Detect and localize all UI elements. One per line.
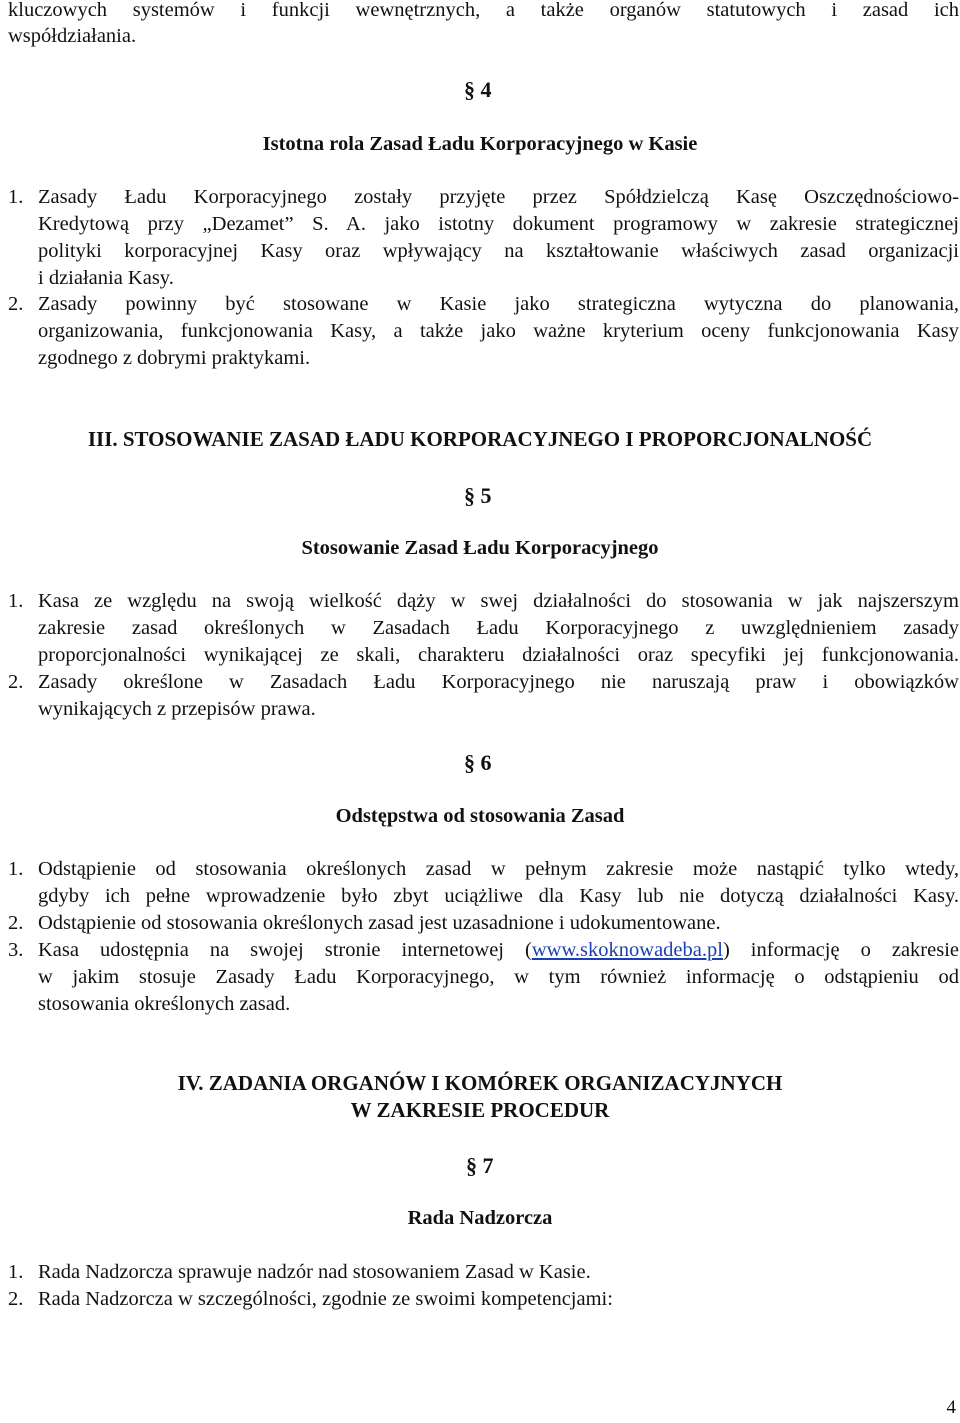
s4-item-1-line-2: Kredytową przy „Dezamet” S. A. jako istotny dokument programowy w zakresie strategicznej: [38, 213, 959, 235]
s6-item-3-line-1: [38, 937, 959, 964]
section-4-title: Istotna rola Zasad Ładu Korporacyjnego w Kasie: [262, 133, 698, 155]
s5-item-2-line-2: wynikających z przepisów prawa.: [38, 698, 316, 720]
s4-item-2-number: 2.: [8, 293, 24, 315]
s4-item-1-number: 1.: [8, 186, 24, 208]
s4-item-2-line-2: organizowania, funkcjonowania Kasy, a także jako ważne kryterium oceny funkcjonowania Kasy: [38, 320, 959, 342]
section-6-title: Odstępstwa od stosowania Zasad: [335, 805, 625, 827]
s5-item-1-number: 1.: [8, 590, 24, 612]
s5-item-1-line-3: proporcjonalności wynikającej ze skali, charakteru działalności oraz specyfiki jej funkcjonowania.: [38, 644, 959, 666]
s7-item-1-number: 1.: [8, 1261, 24, 1283]
s6-item-2-line-1: Odstąpienie od stosowania określonych zasad jest uzasadnione i udokumentowane.: [38, 912, 721, 934]
s6-item-3-text-before-link: Kasa udostępnia na swojej stronie internetowej (: [38, 939, 532, 961]
s5-item-2-number: 2.: [8, 671, 24, 693]
s6-item-3-line-3: stosowania określonych zasad.: [38, 993, 291, 1015]
s6-item-3-text-after-link: ) informację o zakresie: [722, 939, 960, 961]
intro-line-2: współdziałania.: [8, 25, 137, 47]
s6-item-1-line-1: Odstąpienie od stosowania określonych zasad w pełnym zakresie może nastąpić tylko wtedy,: [38, 858, 959, 880]
s7-item-2-number: 2.: [8, 1288, 24, 1310]
s6-item-1-line-2: gdyby ich pełne wprowadzenie było zbyt uciążliwe dla Kasy lub nie dotyczą działalności Kasy.: [38, 885, 959, 907]
section-5-title: Stosowanie Zasad Ładu Korporacyjnego: [301, 537, 659, 559]
section-4-heading-line-1: IV. ZADANIA ORGANÓW I KOMÓREK ORGANIZACYJNYCH: [177, 1071, 783, 1095]
s4-item-1-line-4: i działania Kasy.: [38, 267, 174, 289]
s7-item-1-line-1: Rada Nadzorcza sprawuje nadzór nad stosowaniem Zasad w Kasie.: [38, 1261, 591, 1283]
s6-item-3-line-2: w jakim stosuje Zasady Ładu Korporacyjnego, w tym również informację o odstąpieniu od: [38, 966, 959, 988]
section-sign-4: § 4: [464, 77, 492, 102]
s4-item-1-line-3: polityki korporacyjnej Kasy oraz wpływający na kształtowanie właściwych zasad organizacji: [38, 240, 959, 262]
s5-item-1-line-1: Kasa ze względu na swoją wielkość dąży w swej działalności do stosowania w jak najszerszym: [38, 590, 959, 612]
s4-item-2-line-1: Zasady powinny być stosowane w Kasie jako strategiczna wytyczna do planowania,: [38, 293, 959, 315]
s6-item-3-number: 3.: [8, 939, 24, 961]
website-link[interactable]: www.skoknowadeba.pl: [531, 939, 723, 961]
section-3-heading: III. STOSOWANIE ZASAD ŁADU KORPORACYJNEGO I PROPORCJONALNOŚĆ: [87, 427, 873, 451]
s5-item-1-line-2: zakresie zasad określonych w Zasadach Ładu Korporacyjnego z uwzględnieniem zasady: [38, 617, 959, 639]
s7-item-2-line-1: Rada Nadzorcza w szczególności, zgodnie ze swoimi kompetencjami:: [38, 1288, 613, 1310]
page-number: 4: [946, 1397, 956, 1418]
section-sign-7: § 7: [466, 1153, 494, 1178]
section-sign-6: § 6: [464, 750, 492, 775]
section-7-title: Rada Nadzorcza: [407, 1207, 553, 1229]
s5-item-2-line-1: Zasady określone w Zasadach Ładu Korporacyjnego nie naruszają praw i obowiązków: [38, 671, 959, 693]
section-sign-5: § 5: [464, 483, 492, 508]
s4-item-1-line-1: Zasady Ładu Korporacyjnego zostały przyjęte przez Spółdzielczą Kasę Oszczędnościowo-: [38, 186, 959, 208]
section-4-heading-line-2: W ZAKRESIE PROCEDUR: [350, 1098, 610, 1122]
intro-line-1: kluczowych systemów i funkcji wewnętrznych, a także organów statutowych i zasad ich: [8, 0, 959, 21]
s4-item-2-line-3: zgodnego z dobrymi praktykami.: [38, 347, 311, 369]
s6-item-2-number: 2.: [8, 912, 24, 934]
s6-item-1-number: 1.: [8, 858, 24, 880]
